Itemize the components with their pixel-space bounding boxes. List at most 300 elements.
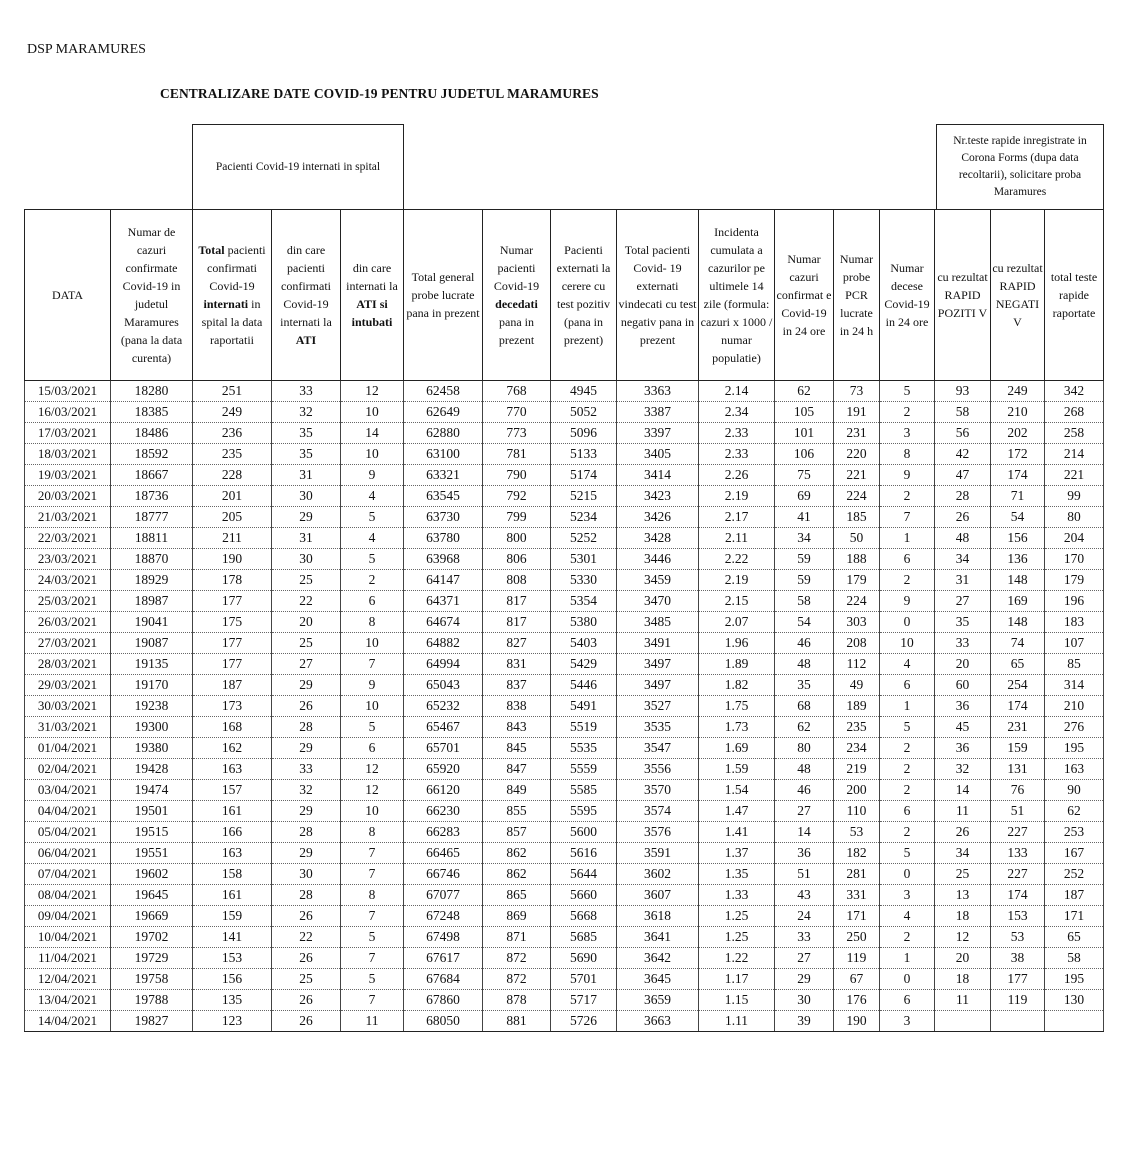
table-cell: 153: [193, 948, 272, 969]
report-title: CENTRALIZARE DATE COVID-19 PENTRU JUDETUL MARAMURES: [160, 86, 599, 101]
table-cell: 39: [775, 1011, 834, 1032]
table-cell: 26: [272, 906, 341, 927]
table-row: [25, 612, 1104, 633]
table-cell: 6: [341, 738, 404, 759]
table-cell: 191: [834, 402, 880, 423]
table-cell: 201: [193, 486, 272, 507]
table-cell: 10: [341, 696, 404, 717]
date-cell: 26/03/2021: [25, 612, 111, 633]
table-cell: 268: [1045, 402, 1104, 423]
table-cell: 869: [483, 906, 551, 927]
table-cell: 62458: [404, 381, 483, 402]
table-cell: 188: [834, 549, 880, 570]
table-cell: 3591: [617, 843, 699, 864]
table-cell: 18280: [111, 381, 193, 402]
table-cell: 5600: [551, 822, 617, 843]
table-cell: 19087: [111, 633, 193, 654]
table-row: [25, 969, 1104, 990]
table-cell: 235: [834, 717, 880, 738]
table-cell: 1.25: [699, 927, 775, 948]
table-cell: 19645: [111, 885, 193, 906]
table-cell: 857: [483, 822, 551, 843]
table-cell: 19551: [111, 843, 193, 864]
table-cell: 48: [775, 759, 834, 780]
date-cell: 05/04/2021: [25, 822, 111, 843]
table-cell: 19380: [111, 738, 193, 759]
table-cell: 881: [483, 1011, 551, 1032]
date-cell: 20/03/2021: [25, 486, 111, 507]
table-cell: 53: [834, 822, 880, 843]
table-cell: 63545: [404, 486, 483, 507]
table-cell: 18: [935, 906, 991, 927]
table-cell: 101: [775, 423, 834, 444]
table-cell: 1.89: [699, 654, 775, 675]
table-cell: 58: [935, 402, 991, 423]
table-cell: 8: [341, 612, 404, 633]
table-cell: 18: [935, 969, 991, 990]
table-cell: 31: [272, 465, 341, 486]
table-cell: 179: [1045, 570, 1104, 591]
table-cell: 32: [935, 759, 991, 780]
table-cell: 174: [991, 696, 1045, 717]
table-cell: 65232: [404, 696, 483, 717]
table-cell: 153: [991, 906, 1045, 927]
table-header: [25, 210, 1104, 381]
table-cell: 158: [193, 864, 272, 885]
table-cell: 64674: [404, 612, 483, 633]
table-row: [25, 591, 1104, 612]
table-cell: 65043: [404, 675, 483, 696]
rapid-tests-group-label: Nr.teste rapide inregistrate in Corona Forms (dupa data recoltarii), solicitare proba Maramures: [953, 135, 1087, 198]
table-cell: 3556: [617, 759, 699, 780]
table-cell: 36: [935, 696, 991, 717]
table-cell: 68050: [404, 1011, 483, 1032]
table-cell: 1.15: [699, 990, 775, 1011]
table-cell: 5133: [551, 444, 617, 465]
table-cell: 3: [880, 423, 935, 444]
table-cell: 831: [483, 654, 551, 675]
table-cell: 25: [272, 969, 341, 990]
date-cell: 30/03/2021: [25, 696, 111, 717]
table-cell: 28: [935, 486, 991, 507]
table-cell: 3397: [617, 423, 699, 444]
table-cell: 110: [834, 801, 880, 822]
table-cell: 200: [834, 780, 880, 801]
table-cell: 33: [272, 759, 341, 780]
table-cell: 2.14: [699, 381, 775, 402]
table-cell: 220: [834, 444, 880, 465]
table-cell: 46: [775, 633, 834, 654]
table-cell: 843: [483, 717, 551, 738]
table-cell: 1.41: [699, 822, 775, 843]
table-cell: 5215: [551, 486, 617, 507]
table-cell: 3446: [617, 549, 699, 570]
date-cell: 09/04/2021: [25, 906, 111, 927]
table-cell: 5690: [551, 948, 617, 969]
table-cell: 93: [935, 381, 991, 402]
date-cell: 31/03/2021: [25, 717, 111, 738]
date-cell: 04/04/2021: [25, 801, 111, 822]
table-cell: 34: [935, 843, 991, 864]
table-cell: 5559: [551, 759, 617, 780]
table-cell: 4: [880, 906, 935, 927]
table-cell: 30: [272, 864, 341, 885]
table-cell: [935, 1011, 991, 1032]
date-cell: 16/03/2021: [25, 402, 111, 423]
table-cell: 59: [775, 549, 834, 570]
table-cell: 6: [880, 675, 935, 696]
table-body: [25, 381, 1104, 1032]
table-cell: 2: [880, 927, 935, 948]
table-cell: 3574: [617, 801, 699, 822]
date-cell: 03/04/2021: [25, 780, 111, 801]
table-cell: 231: [991, 717, 1045, 738]
table-cell: 2.34: [699, 402, 775, 423]
table-cell: 806: [483, 549, 551, 570]
table-cell: 8: [880, 444, 935, 465]
table-cell: 14: [935, 780, 991, 801]
table-cell: 251: [193, 381, 272, 402]
table-cell: 12: [341, 381, 404, 402]
table-cell: 5616: [551, 843, 617, 864]
table-cell: 2.15: [699, 591, 775, 612]
table-cell: 1.59: [699, 759, 775, 780]
table-cell: 27: [775, 801, 834, 822]
table-cell: 221: [1045, 465, 1104, 486]
date-cell: 08/04/2021: [25, 885, 111, 906]
date-cell: 12/04/2021: [25, 969, 111, 990]
table-cell: 64994: [404, 654, 483, 675]
table-cell: 14: [775, 822, 834, 843]
date-cell: 22/03/2021: [25, 528, 111, 549]
table-cell: 5668: [551, 906, 617, 927]
table-cell: 14: [341, 423, 404, 444]
table-cell: 18870: [111, 549, 193, 570]
table-cell: 2.11: [699, 528, 775, 549]
table-cell: 63780: [404, 528, 483, 549]
table-cell: 249: [193, 402, 272, 423]
table-cell: 18667: [111, 465, 193, 486]
table-cell: 20: [272, 612, 341, 633]
table-cell: 1.96: [699, 633, 775, 654]
table-cell: 204: [1045, 528, 1104, 549]
table-cell: 8: [341, 822, 404, 843]
table-cell: 3459: [617, 570, 699, 591]
table-cell: 19515: [111, 822, 193, 843]
table-cell: 31: [272, 528, 341, 549]
table-cell: 210: [1045, 696, 1104, 717]
table-cell: 2.19: [699, 486, 775, 507]
table-cell: 3428: [617, 528, 699, 549]
table-cell: 190: [193, 549, 272, 570]
table-cell: 4: [341, 486, 404, 507]
table-cell: 26: [272, 696, 341, 717]
table-cell: 161: [193, 801, 272, 822]
table-cell: 170: [1045, 549, 1104, 570]
table-cell: 183: [1045, 612, 1104, 633]
table-cell: 159: [991, 738, 1045, 759]
table-cell: 872: [483, 969, 551, 990]
table-cell: 837: [483, 675, 551, 696]
table-cell: 32: [272, 780, 341, 801]
table-cell: 177: [193, 591, 272, 612]
table-cell: 228: [193, 465, 272, 486]
table-cell: 3663: [617, 1011, 699, 1032]
table-cell: 133: [991, 843, 1045, 864]
table-cell: 25: [272, 633, 341, 654]
table-cell: 276: [1045, 717, 1104, 738]
table-cell: 68: [775, 696, 834, 717]
table-cell: 69: [775, 486, 834, 507]
table-cell: 208: [834, 633, 880, 654]
table-cell: 4: [880, 654, 935, 675]
table-row: [25, 675, 1104, 696]
table-cell: 76: [991, 780, 1045, 801]
table-cell: 30: [272, 486, 341, 507]
table-cell: 792: [483, 486, 551, 507]
table-cell: 28: [272, 717, 341, 738]
table-cell: 855: [483, 801, 551, 822]
table-cell: 11: [935, 801, 991, 822]
table-row: [25, 486, 1104, 507]
table-cell: 236: [193, 423, 272, 444]
table-cell: 234: [834, 738, 880, 759]
table-cell: 5660: [551, 885, 617, 906]
table-cell: 8: [341, 885, 404, 906]
table-cell: 130: [1045, 990, 1104, 1011]
table-cell: 67498: [404, 927, 483, 948]
table-cell: 3547: [617, 738, 699, 759]
table-cell: 163: [1045, 759, 1104, 780]
table-cell: 90: [1045, 780, 1104, 801]
table-cell: 2: [880, 759, 935, 780]
table-cell: 56: [935, 423, 991, 444]
table-row: [25, 423, 1104, 444]
table-cell: 172: [991, 444, 1045, 465]
table-cell: 54: [991, 507, 1045, 528]
table-cell: 18777: [111, 507, 193, 528]
table-cell: 303: [834, 612, 880, 633]
table-cell: 781: [483, 444, 551, 465]
table-cell: 175: [193, 612, 272, 633]
table-cell: 19758: [111, 969, 193, 990]
table-row: [25, 801, 1104, 822]
table-cell: 1.54: [699, 780, 775, 801]
table-cell: 107: [1045, 633, 1104, 654]
table-cell: 63968: [404, 549, 483, 570]
table-cell: 7: [341, 654, 404, 675]
table-cell: 790: [483, 465, 551, 486]
table-cell: 25: [935, 864, 991, 885]
table-cell: 65: [991, 654, 1045, 675]
table-cell: 5: [341, 927, 404, 948]
col-header-date: DATA: [25, 210, 111, 381]
table-cell: 0: [880, 969, 935, 990]
table-cell: 1.73: [699, 717, 775, 738]
table-row: [25, 885, 1104, 906]
table-cell: 31: [935, 570, 991, 591]
table-cell: 26: [272, 1011, 341, 1032]
table-cell: 157: [193, 780, 272, 801]
table-row: [25, 717, 1104, 738]
table-row: [25, 381, 1104, 402]
table-cell: 60: [935, 675, 991, 696]
table-cell: 5429: [551, 654, 617, 675]
date-cell: 15/03/2021: [25, 381, 111, 402]
date-cell: 29/03/2021: [25, 675, 111, 696]
table-cell: 27: [935, 591, 991, 612]
table-cell: 5519: [551, 717, 617, 738]
table-cell: 141: [193, 927, 272, 948]
table-cell: 2.19: [699, 570, 775, 591]
table-cell: 62: [775, 717, 834, 738]
table-cell: 43: [775, 885, 834, 906]
table-row: [25, 864, 1104, 885]
table-cell: 38: [991, 948, 1045, 969]
table-cell: 235: [193, 444, 272, 465]
table-cell: 29: [272, 507, 341, 528]
table-cell: 1.33: [699, 885, 775, 906]
table-cell: 5096: [551, 423, 617, 444]
table-cell: 106: [775, 444, 834, 465]
table-cell: 342: [1045, 381, 1104, 402]
table-cell: 65701: [404, 738, 483, 759]
table-cell: 3659: [617, 990, 699, 1011]
date-cell: 14/04/2021: [25, 1011, 111, 1032]
table-row: [25, 570, 1104, 591]
table-cell: 7: [341, 843, 404, 864]
table-cell: 817: [483, 591, 551, 612]
table-cell: 231: [834, 423, 880, 444]
table-cell: 4: [341, 528, 404, 549]
table-cell: 195: [1045, 738, 1104, 759]
table-cell: 5330: [551, 570, 617, 591]
covid-data-table: [24, 209, 1104, 1032]
table-cell: 3642: [617, 948, 699, 969]
table-cell: 26: [935, 507, 991, 528]
table-cell: 66746: [404, 864, 483, 885]
table-cell: 12: [341, 780, 404, 801]
table-cell: 6: [880, 801, 935, 822]
table-cell: 205: [193, 507, 272, 528]
table-cell: 63730: [404, 507, 483, 528]
table-cell: 2: [341, 570, 404, 591]
table-cell: 65467: [404, 717, 483, 738]
date-cell: 24/03/2021: [25, 570, 111, 591]
table-cell: 171: [834, 906, 880, 927]
table-cell: 211: [193, 528, 272, 549]
table-cell: 18486: [111, 423, 193, 444]
table-cell: [1045, 1011, 1104, 1032]
table-cell: 7: [880, 507, 935, 528]
table-cell: 768: [483, 381, 551, 402]
table-cell: 73: [834, 381, 880, 402]
table-cell: 281: [834, 864, 880, 885]
table-cell: 1.47: [699, 801, 775, 822]
table-cell: 48: [775, 654, 834, 675]
table-cell: 878: [483, 990, 551, 1011]
date-cell: 02/04/2021: [25, 759, 111, 780]
table-cell: 63321: [404, 465, 483, 486]
table-cell: 85: [1045, 654, 1104, 675]
table-cell: 50: [834, 528, 880, 549]
table-cell: 9: [341, 675, 404, 696]
table-cell: 75: [775, 465, 834, 486]
table-cell: 28: [272, 885, 341, 906]
table-cell: 2.17: [699, 507, 775, 528]
table-cell: 71: [991, 486, 1045, 507]
table-cell: 26: [272, 948, 341, 969]
table-cell: 36: [775, 843, 834, 864]
table-cell: 1: [880, 528, 935, 549]
table-cell: 34: [775, 528, 834, 549]
table-cell: 0: [880, 612, 935, 633]
table-cell: 5: [880, 843, 935, 864]
table-row: [25, 402, 1104, 423]
table-cell: 24: [775, 906, 834, 927]
table-cell: 202: [991, 423, 1045, 444]
table-cell: 221: [834, 465, 880, 486]
table-cell: 51: [775, 864, 834, 885]
col-header-rapid-total: total teste rapide raportate: [1045, 210, 1104, 381]
table-cell: 179: [834, 570, 880, 591]
table-row: [25, 696, 1104, 717]
table-cell: 2: [880, 570, 935, 591]
table-cell: 22: [272, 591, 341, 612]
table-cell: 7: [341, 864, 404, 885]
table-cell: 9: [880, 591, 935, 612]
table-cell: 3363: [617, 381, 699, 402]
col-header-deceased: Numar pacienti Covid-19 decedati pana in prezent: [483, 210, 551, 381]
table-cell: 33: [935, 633, 991, 654]
table-cell: 64147: [404, 570, 483, 591]
table-cell: 67860: [404, 990, 483, 1011]
table-cell: 5717: [551, 990, 617, 1011]
table-cell: 0: [880, 864, 935, 885]
table-cell: [991, 1011, 1045, 1032]
table-cell: 2: [880, 780, 935, 801]
table-cell: 862: [483, 843, 551, 864]
table-cell: 210: [991, 402, 1045, 423]
table-cell: 19702: [111, 927, 193, 948]
table-cell: 1.35: [699, 864, 775, 885]
table-cell: 5: [341, 969, 404, 990]
table-cell: 29: [272, 675, 341, 696]
table-cell: 30: [775, 990, 834, 1011]
table-row: [25, 906, 1104, 927]
table-cell: 5535: [551, 738, 617, 759]
table-cell: 4945: [551, 381, 617, 402]
table-cell: 3491: [617, 633, 699, 654]
table-cell: 5701: [551, 969, 617, 990]
table-cell: 163: [193, 843, 272, 864]
table-cell: 80: [775, 738, 834, 759]
table-cell: 174: [991, 465, 1045, 486]
table-cell: 224: [834, 591, 880, 612]
table-cell: 214: [1045, 444, 1104, 465]
table-cell: 3618: [617, 906, 699, 927]
table-cell: 196: [1045, 591, 1104, 612]
table-cell: 5: [341, 717, 404, 738]
table-cell: 5354: [551, 591, 617, 612]
table-cell: 5446: [551, 675, 617, 696]
organization-label: DSP MARAMURES: [27, 42, 146, 57]
col-header-icu: din care pacienti confirmati Covid-19 internati la ATI: [272, 210, 341, 381]
table-cell: 49: [834, 675, 880, 696]
table-cell: 156: [193, 969, 272, 990]
table-cell: 800: [483, 528, 551, 549]
table-cell: 18811: [111, 528, 193, 549]
